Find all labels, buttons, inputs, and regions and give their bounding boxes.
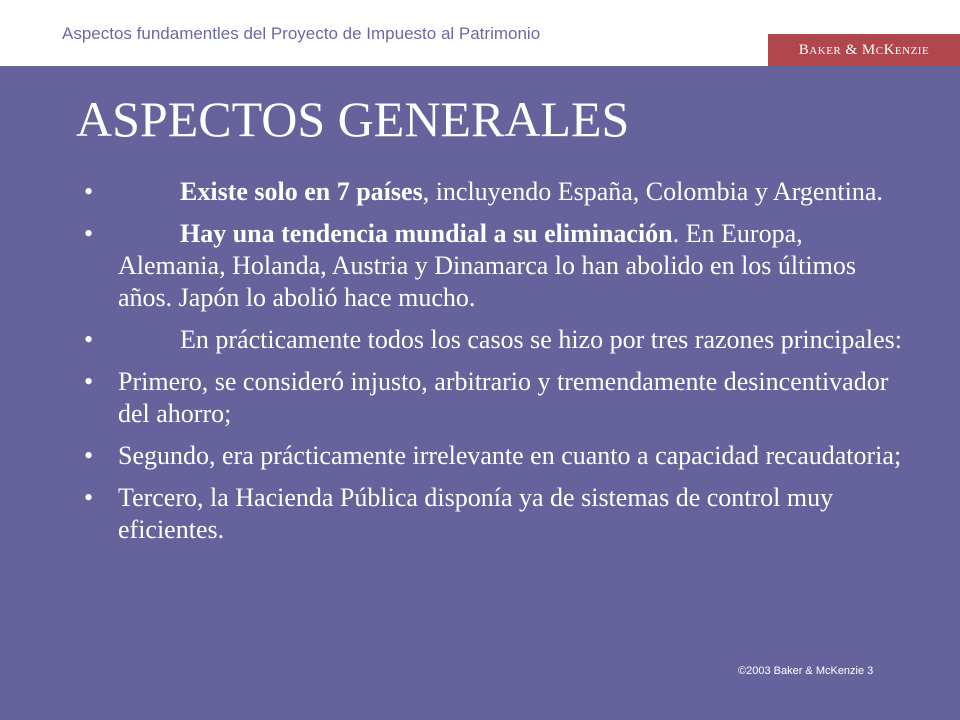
bullet-text: . En Europa, Alemania, Holanda, Austria y Dinamarca lo han abolido en los últimos años. Japón lo abolió hace mucho. <box>118 219 856 312</box>
bullet-list <box>80 176 912 556</box>
bullet-dot-icon: • <box>84 177 94 206</box>
bullet-text: Tercero, la Hacienda Pública disponía ya de sistemas de control muy eficientes. <box>118 483 834 544</box>
bullet-dot-icon: • <box>84 483 94 512</box>
bullet-text: Primero, se consideró injusto, arbitrario y tremendamente desincentivador del ahorro; <box>118 367 889 428</box>
bullet-bold-text: Existe solo en 7 países <box>180 177 423 206</box>
bullet-item <box>80 440 912 472</box>
slide-title: ASPECTOS GENERALES <box>76 91 630 147</box>
header-bar <box>0 0 960 66</box>
bullet-item <box>80 366 912 430</box>
bullet-dot-icon: • <box>84 367 94 396</box>
bullet-item <box>80 482 912 546</box>
bullet-bold-text: Hay una tendencia mundial a su eliminación <box>180 219 673 248</box>
bullet-text: Segundo, era prácticamente irrelevante en cuanto a capacidad recaudatoria; <box>118 441 902 470</box>
bullet-dot-icon: • <box>84 441 94 470</box>
header-title: Aspectos fundamentles del Proyecto de Impuesto al Patrimonio <box>62 24 541 43</box>
company-logo: Baker & McKenzie <box>768 34 960 66</box>
bullet-item <box>80 176 912 208</box>
bullet-item <box>80 324 912 356</box>
bullet-item <box>80 218 912 314</box>
bullet-text: En prácticamente todos los casos se hizo por tres razones principales: <box>180 325 902 354</box>
bullet-dot-icon: • <box>84 219 94 248</box>
bullet-dot-icon: • <box>84 325 94 354</box>
footer-copyright: ©2003 Baker & McKenzie 3 <box>738 665 874 677</box>
bullet-text: , incluyendo España, Colombia y Argentina. <box>422 177 883 206</box>
